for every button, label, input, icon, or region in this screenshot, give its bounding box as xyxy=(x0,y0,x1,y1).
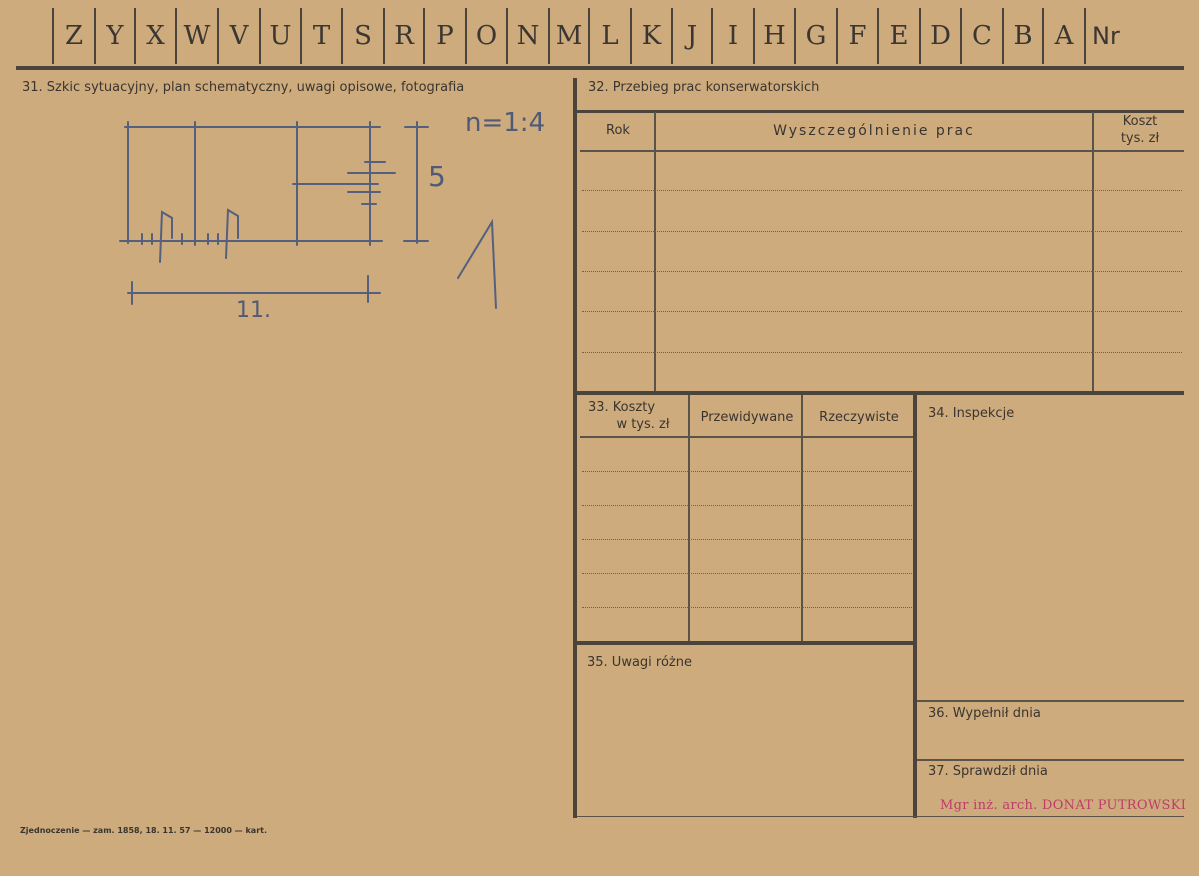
handwritten-width: 11. xyxy=(236,298,271,323)
letter-cell-h: H xyxy=(753,8,794,64)
section-33-bottom-rule xyxy=(577,641,916,645)
section-32-row-line xyxy=(582,352,1182,353)
section-33-col-sep-1 xyxy=(688,395,690,641)
sketch-door-2 xyxy=(226,210,238,258)
section-32-row-line xyxy=(582,231,1182,232)
letter-cell-p: P xyxy=(423,8,465,64)
letter-cell-o: O xyxy=(465,8,506,64)
section-35-title: 35. Uwagi różne xyxy=(587,655,692,670)
letter-cell-u: U xyxy=(259,8,300,64)
header-bottom-rule xyxy=(16,66,1184,70)
section-32-row-line xyxy=(582,311,1182,312)
letter-cell-i: I xyxy=(711,8,753,64)
handwritten-scale: n=1:4 xyxy=(465,108,546,138)
col-koszt-header-line2: tys. zł xyxy=(1120,131,1160,146)
letter-cell-t: T xyxy=(300,8,341,64)
section-33-title-line1: 33. Koszty xyxy=(588,400,656,415)
section-33-row-line xyxy=(582,607,912,608)
letter-cell-b: B xyxy=(1002,8,1042,64)
section-34-title: 34. Inspekcje xyxy=(928,406,1015,421)
letter-cell-y: Y xyxy=(94,8,134,64)
letter-cell-g: G xyxy=(794,8,836,64)
letter-cell-r: R xyxy=(383,8,423,64)
letter-cell-z: Z xyxy=(52,8,94,64)
letter-cell-l: L xyxy=(588,8,630,64)
section-32-row-line xyxy=(582,271,1182,272)
letter-cell-s: S xyxy=(341,8,383,64)
section-33-row-line xyxy=(582,573,912,574)
col-rzeczywiste-header: Rzeczywiste xyxy=(819,410,899,425)
section-33-col-sep-2 xyxy=(801,395,803,641)
col-przewidywane-header: Przewidywane xyxy=(700,410,794,425)
section-divider-vertical xyxy=(573,78,577,818)
section-37-title: 37. Sprawdził dnia xyxy=(928,764,1048,779)
section-33-row-line xyxy=(582,539,912,540)
letter-cell-m: M xyxy=(548,8,588,64)
section-33-row-line xyxy=(582,505,912,506)
section-36-title: 36. Wypełnił dnia xyxy=(928,706,1041,721)
letter-cell-j: J xyxy=(671,8,711,64)
number-cell: Nr xyxy=(1084,8,1152,64)
section-32-bottom-rule xyxy=(577,391,1184,395)
section-32-col-sep-1 xyxy=(654,112,656,392)
letter-index-header xyxy=(52,8,1152,64)
letter-cell-f: F xyxy=(836,8,877,64)
letter-cell-v: V xyxy=(217,8,259,64)
section-36-top-rule xyxy=(917,700,1184,702)
section-33-row-line xyxy=(582,471,912,472)
print-footer: Zjednoczenie — zam. 1858, 18. 11. 57 — 12000 — kart. xyxy=(20,826,267,835)
section-divider-vertical-right xyxy=(913,395,917,818)
letter-cell-n: N xyxy=(506,8,548,64)
section-33-title-line2: w tys. zł xyxy=(616,417,670,432)
letter-cell-w: W xyxy=(175,8,217,64)
handwritten-depth: 5 xyxy=(428,160,446,193)
letter-cell-a: A xyxy=(1042,8,1084,64)
handwritten-number xyxy=(472,214,473,216)
letter-cell-x: X xyxy=(134,8,175,64)
section-32-row-line xyxy=(582,190,1182,191)
section-32-title: 32. Przebieg prac konserwatorskich xyxy=(588,80,820,95)
letter-cell-k: K xyxy=(630,8,671,64)
section-31-title: 31. Szkic sytuacyjny, plan schematyczny, uwagi opisowe, fotografia xyxy=(22,80,465,95)
card-bottom-rule xyxy=(577,816,1184,817)
section-33-header-rule xyxy=(580,436,914,438)
sketch-door-1 xyxy=(160,212,172,262)
letter-cell-d: D xyxy=(919,8,960,64)
sketch-number-one xyxy=(458,222,496,308)
col-rok-header: Rok xyxy=(606,123,630,138)
section-32-col-sep-2 xyxy=(1092,112,1094,392)
col-koszt-header-line1: Koszt xyxy=(1122,114,1158,129)
letter-cell-c: C xyxy=(960,8,1002,64)
col-wyszczegolnienie-header: Wyszczególnienie prac xyxy=(773,123,975,139)
section-37-top-rule xyxy=(917,759,1184,761)
inspector-stamp: Mgr inż. arch. DONAT PUTROWSKI xyxy=(940,798,1187,813)
letter-cell-e: E xyxy=(877,8,919,64)
